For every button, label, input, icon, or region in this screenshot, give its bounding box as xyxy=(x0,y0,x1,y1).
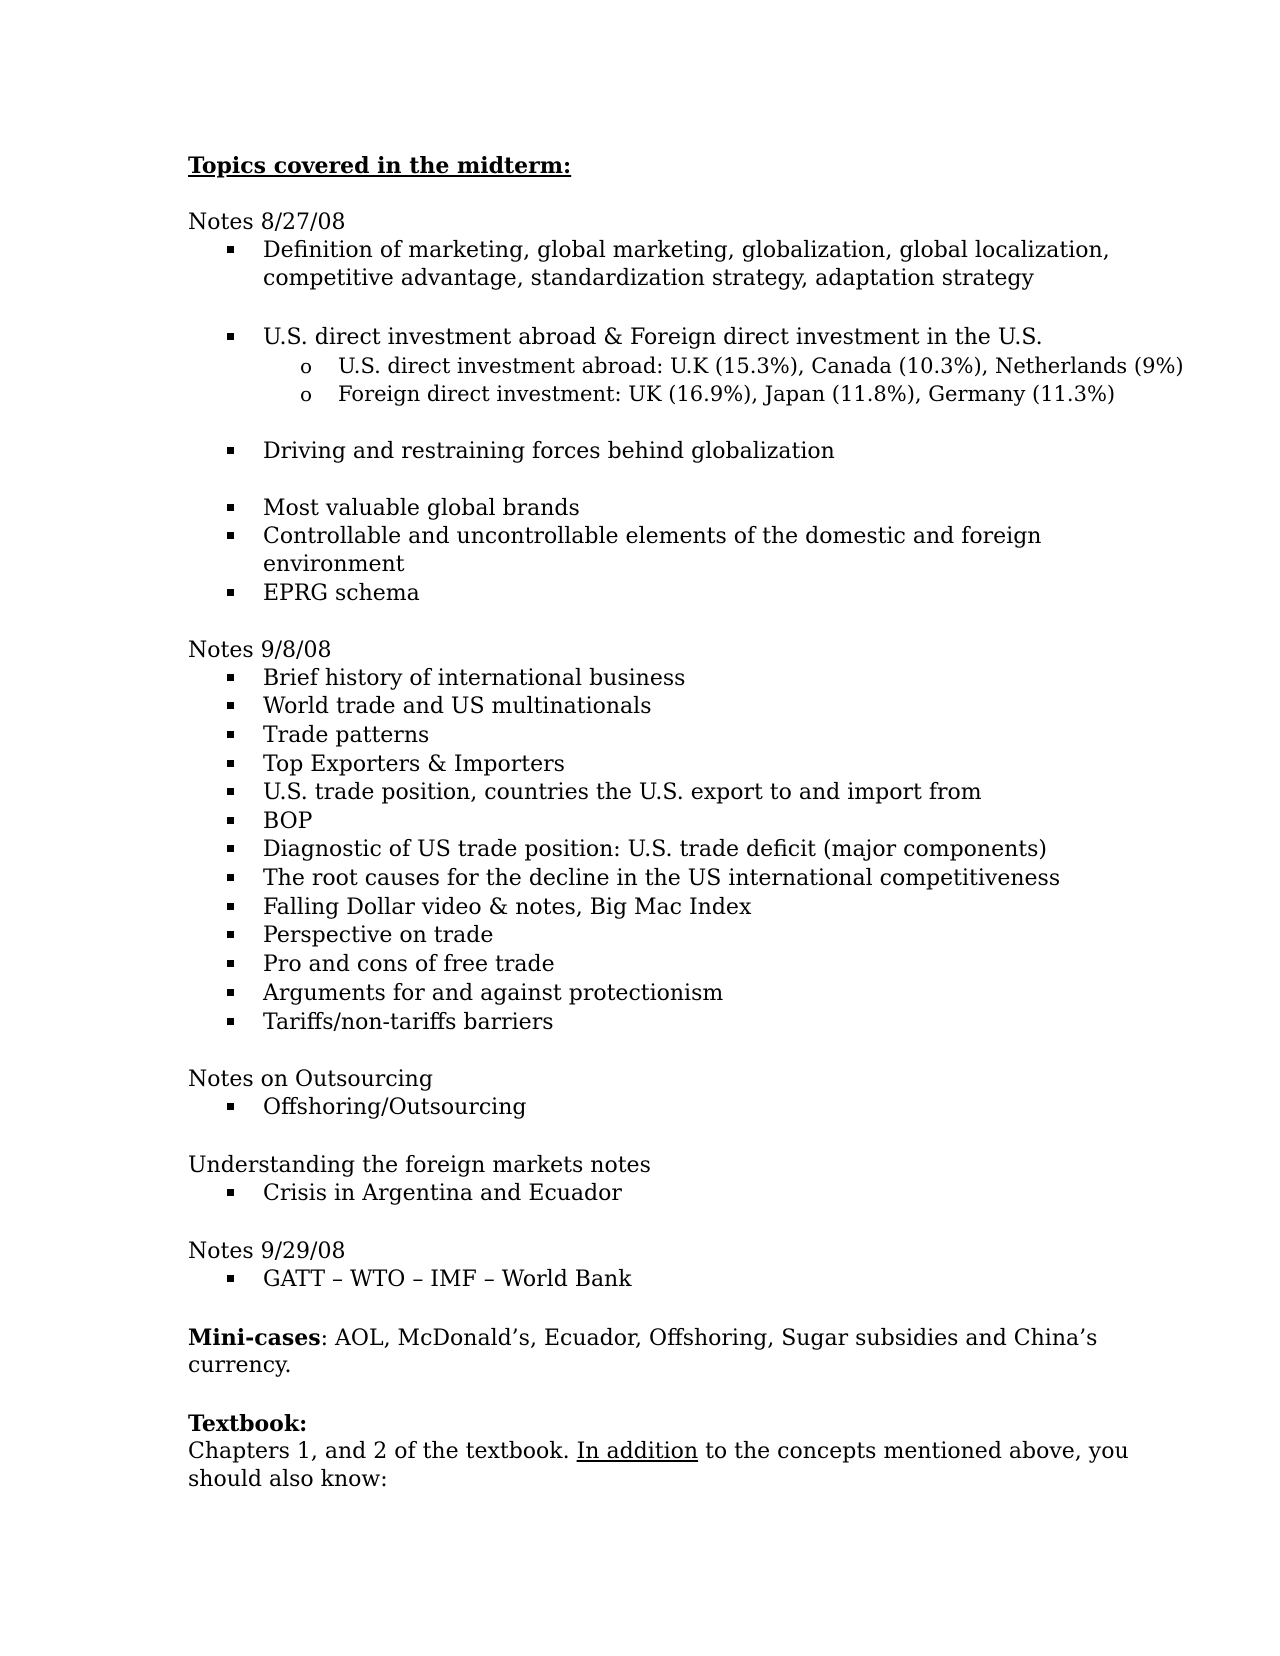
bullet-marker xyxy=(227,1275,234,1282)
list-item: Driving and restraining forces behind globalization xyxy=(263,439,835,464)
list-item: Controllable and uncontrollable elements of the domestic and foreign xyxy=(263,524,1042,549)
list-item: U.S. direct investment abroad & Foreign direct investment in the U.S. xyxy=(263,325,1043,350)
list-item-continuation: environment xyxy=(263,552,405,577)
mini-cases-paragraph xyxy=(188,1324,1097,1353)
bullet-marker xyxy=(227,960,234,967)
bullet-marker xyxy=(227,674,234,681)
list-item: Definition of marketing, global marketing, globalization, global localization, xyxy=(263,238,1110,263)
list-item: Trade patterns xyxy=(263,723,430,748)
list-item: World trade and US multinationals xyxy=(263,694,652,719)
list-item: Most valuable global brands xyxy=(263,496,580,521)
section-title: Understanding the foreign markets notes xyxy=(188,1153,651,1178)
bullet-marker xyxy=(227,731,234,738)
sub-list-item: U.S. direct investment abroad: U.K (15.3%), Canada (10.3%), Netherlands (9%) xyxy=(338,354,1184,378)
list-item: Pro and cons of free trade xyxy=(263,952,555,977)
list-item-continuation: competitive advantage, standardization strategy, adaptation strategy xyxy=(263,266,1034,291)
list-item: Perspective on trade xyxy=(263,923,494,948)
textbook-text: Chapters 1, and 2 of the textbook. xyxy=(188,1439,577,1464)
bullet-marker xyxy=(227,333,234,340)
sub-bullet-marker: o xyxy=(300,382,313,406)
list-item: EPRG schema xyxy=(263,581,420,606)
list-item: Diagnostic of US trade position: U.S. trade deficit (major components) xyxy=(263,837,1047,862)
bullet-marker xyxy=(227,246,234,253)
bullet-marker xyxy=(227,702,234,709)
mini-cases-text: : AOL, McDonald’s, Ecuador, Offshoring, Sugar subsidies and China’s xyxy=(320,1326,1098,1351)
list-item: Falling Dollar video & notes, Big Mac Index xyxy=(263,895,752,920)
bullet-marker xyxy=(227,532,234,539)
textbook-continuation: should also know: xyxy=(188,1467,388,1492)
list-item: The root causes for the decline in the US international competitiveness xyxy=(263,866,1061,891)
mini-cases-continuation: currency. xyxy=(188,1353,292,1378)
list-item: Offshoring/Outsourcing xyxy=(263,1095,527,1120)
textbook-text-after: to the concepts mentioned above, you xyxy=(698,1439,1129,1464)
bullet-marker xyxy=(227,447,234,454)
bullet-marker xyxy=(227,845,234,852)
list-item: U.S. trade position, countries the U.S. export to and import from xyxy=(263,780,982,805)
section-title: Notes 9/29/08 xyxy=(188,1239,346,1264)
list-item: BOP xyxy=(263,809,313,834)
sub-list-item: Foreign direct investment: UK (16.9%), Japan (11.8%), Germany (11.3%) xyxy=(338,382,1116,406)
bullet-marker xyxy=(227,931,234,938)
bullet-marker xyxy=(227,589,234,596)
section-title: Notes on Outsourcing xyxy=(188,1067,433,1092)
section-title: Notes 8/27/08 xyxy=(188,210,346,235)
bullet-marker xyxy=(227,504,234,511)
bullet-marker xyxy=(227,1103,234,1110)
list-item: Tariffs/non-tariffs barriers xyxy=(263,1010,554,1035)
document-heading: Topics covered in the midterm: xyxy=(188,153,572,179)
textbook-label: Textbook: xyxy=(188,1411,308,1437)
bullet-marker xyxy=(227,760,234,767)
bullet-marker xyxy=(227,1189,234,1196)
list-item: Arguments for and against protectionism xyxy=(263,981,724,1006)
bullet-marker xyxy=(227,874,234,881)
bullet-marker xyxy=(227,788,234,795)
list-item: Brief history of international business xyxy=(263,666,686,691)
bullet-marker xyxy=(227,903,234,910)
list-item: Top Exporters & Importers xyxy=(263,752,565,777)
bullet-marker xyxy=(227,817,234,824)
textbook-paragraph xyxy=(188,1438,1129,1466)
bullet-marker xyxy=(227,1018,234,1025)
list-item: GATT – WTO – IMF – World Bank xyxy=(263,1267,632,1292)
section-title: Notes 9/8/08 xyxy=(188,638,332,663)
textbook-emphasis: In addition xyxy=(576,1439,699,1464)
sub-bullet-marker: o xyxy=(300,354,313,378)
list-item: Crisis in Argentina and Ecuador xyxy=(263,1181,622,1206)
bullet-marker xyxy=(227,989,234,996)
mini-cases-label: Mini-cases xyxy=(188,1325,321,1351)
